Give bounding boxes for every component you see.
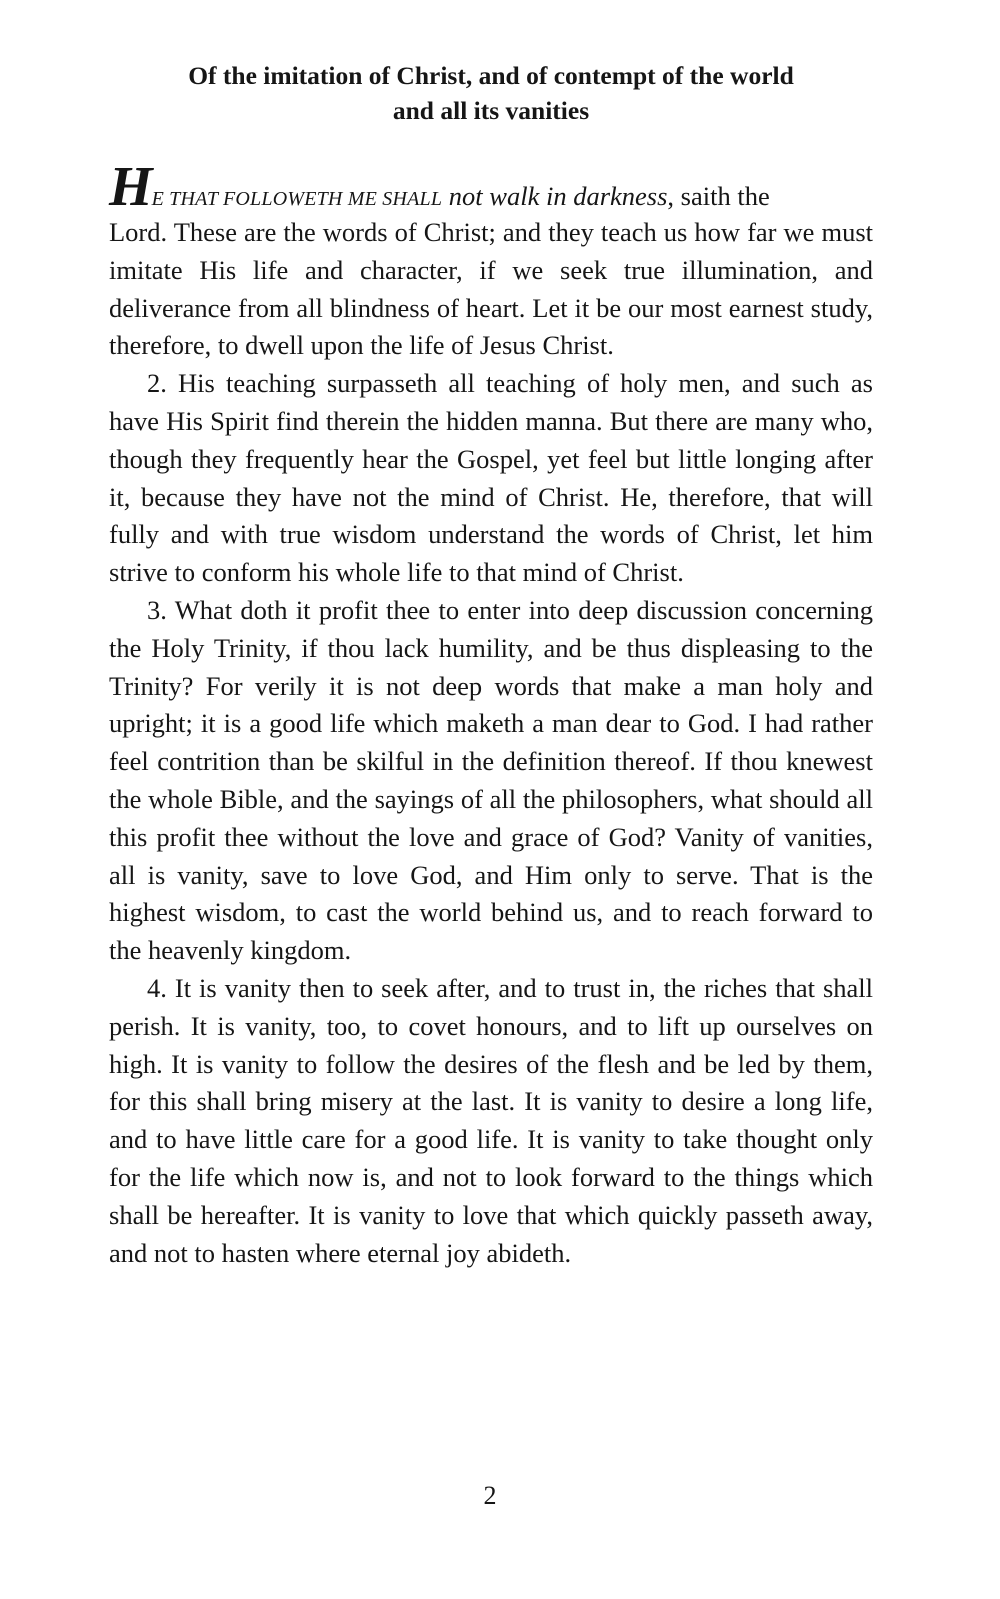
paragraph-4: 4. It is vanity then to seek after, and to trust in, the riches that shall perish. It is vanity, too, to covet honours, and to lift up ourselves on high. It is vanity to follow the desires of the flesh and be led by them, for this shall bring misery at the last. It is vanity to desire a long life, and to have little care for a good life. It is vanity to take thought only for the life which now is, and not to look forward to the things which shall be hereafter. It is vanity to love that which quickly passeth away, and not to hasten where eternal joy abideth. (109, 972, 873, 1268)
opening-italic-quote: not walk in darkness (448, 181, 668, 211)
opening-line (109, 156, 873, 218)
opening-attribution: , saith the (667, 181, 770, 211)
page-number: 2 (483, 1481, 497, 1510)
paragraph-1-text: Lord. These are the words of Christ; and they teach us how far we must imitate His life and character, if we seek true illumination, and deliverance from all blindness of heart. Let it be our most earnest study, therefore, to dwell upon the life of Jesus Christ. (109, 217, 873, 361)
paragraph-3: 3. What doth it profit thee to enter into deep discussion concerning the Holy Trinity, if thou lack humility, and be thus displeasing to the Trinity? For verily it is not deep words that make a man holy and upright; it is a good life which maketh a man dear to God. I had rather feel contrition than be skilful in the definition thereof. If thou knewest the whole Bible, and the sayings of all the philosophers, what should all this profit thee without the love and grace of God? Vanity of vanities, all is vanity, save to love God, and Him only to serve. That is the highest wisdom, to cast the world behind us, and to reach forward to the heavenly kingdom. (109, 594, 873, 966)
paragraph-2: 2. His teaching surpasseth all teaching of holy men, and such as have His Spirit find therein the hidden manna. But there are many who, though they frequently hear the Gospel, yet feel but little longing after it, because they have not the mind of Christ. He, therefore, that will fully and with true wisdom understand the words of Christ, let him strive to conform his whole life to that mind of Christ. (109, 368, 873, 588)
chapter-body (109, 156, 873, 1272)
opening-small-caps: E THAT FOLLOWETH ME SHALL (151, 188, 443, 210)
paragraph-1 (109, 156, 873, 365)
chapter-title-line-1: Of the imitation of Christ, and of contempt of the world (188, 61, 794, 90)
chapter-title (109, 58, 873, 128)
chapter-title-line-2: and all its vanities (392, 96, 590, 125)
drop-cap: H (109, 156, 152, 218)
